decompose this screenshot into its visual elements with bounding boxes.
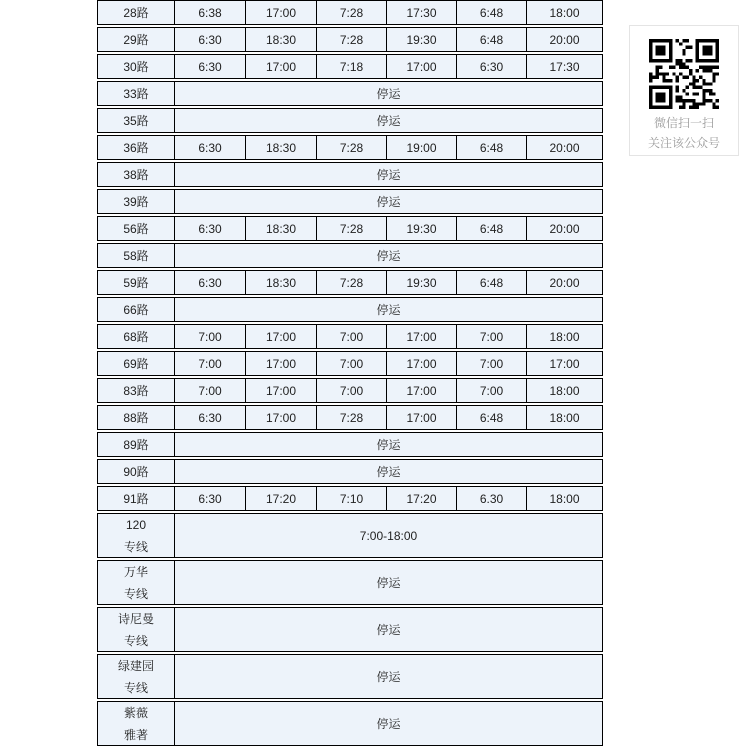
- table-row: [97, 701, 603, 746]
- route-cell: [98, 55, 174, 78]
- time-cell: 17:00: [245, 1, 316, 24]
- table-row: [97, 27, 603, 52]
- table-row: [97, 513, 603, 558]
- time-cell: 7:18: [316, 55, 386, 78]
- time-cell: 17:00: [386, 379, 456, 402]
- route-cell: [98, 217, 174, 240]
- route-label: 56路: [123, 221, 149, 236]
- route-cell: [98, 298, 174, 321]
- time-cell: 17:00: [245, 325, 316, 348]
- time-cell: 7:00: [456, 352, 526, 375]
- route-cell: [98, 608, 174, 651]
- time-cell: 17:20: [386, 487, 456, 510]
- time-cell: 20:00: [526, 217, 602, 240]
- route-cell: [98, 487, 174, 510]
- time-cell: 7:28: [316, 217, 386, 240]
- time-cell: 7:28: [316, 136, 386, 159]
- table-row: [97, 324, 603, 349]
- route-cell: [98, 460, 174, 483]
- route-label: 120: [125, 517, 147, 532]
- route-label: 专线: [123, 586, 148, 601]
- route-label: 58路: [123, 248, 149, 263]
- time-cell: 19:30: [386, 271, 456, 294]
- time-cell: 7:00: [316, 325, 386, 348]
- table-row: [97, 607, 603, 652]
- time-cell: 6:30: [174, 28, 245, 51]
- time-cell: 18:00: [526, 487, 602, 510]
- route-label: 诗尼曼: [117, 611, 154, 626]
- table-row: [97, 162, 603, 187]
- time-cell: 7:00: [456, 379, 526, 402]
- time-cell: 6:48: [456, 217, 526, 240]
- table-row: [97, 486, 603, 511]
- time-cell: 19:30: [386, 28, 456, 51]
- time-cell: 6:38: [174, 1, 245, 24]
- table-row: [97, 654, 603, 699]
- route-label: 89路: [123, 437, 149, 452]
- qr-caption-line2: 关注该公众号: [647, 136, 720, 150]
- time-cell: 20:00: [526, 28, 602, 51]
- qr-panel: [629, 25, 739, 156]
- time-cell: 19:30: [386, 217, 456, 240]
- time-cell: 6:30: [174, 271, 245, 294]
- time-cell: 18:30: [245, 271, 316, 294]
- status-cell: 停运: [174, 298, 602, 321]
- time-cell: 7:28: [316, 406, 386, 429]
- route-cell: [98, 1, 174, 24]
- bus-timetable: [97, 0, 603, 748]
- route-cell: [98, 406, 174, 429]
- time-cell: 18:30: [245, 136, 316, 159]
- table-row: [97, 135, 603, 160]
- time-cell: 17:00: [386, 325, 456, 348]
- time-cell: 6:48: [456, 136, 526, 159]
- time-cell: 18:00: [526, 379, 602, 402]
- time-cell: 18:00: [526, 1, 602, 24]
- time-cell: 6:48: [456, 271, 526, 294]
- time-cell: 7:00: [316, 352, 386, 375]
- time-cell: 6:30: [174, 136, 245, 159]
- table-row: [97, 270, 603, 295]
- table-row: [97, 216, 603, 241]
- status-cell: 停运: [174, 109, 602, 132]
- status-cell: 停运: [174, 702, 602, 745]
- route-cell: [98, 28, 174, 51]
- table-row: [97, 0, 603, 25]
- route-label: 专线: [123, 680, 148, 695]
- time-cell: 17:00: [386, 55, 456, 78]
- time-cell: 7:28: [316, 271, 386, 294]
- route-label: 39路: [123, 194, 149, 209]
- route-label: 33路: [123, 86, 149, 101]
- route-cell: [98, 352, 174, 375]
- time-cell: 6:30: [456, 55, 526, 78]
- time-cell: 7:00: [456, 325, 526, 348]
- time-cell: 7:00: [174, 379, 245, 402]
- route-label: 绿建园: [117, 658, 154, 673]
- route-cell: [98, 190, 174, 213]
- qr-caption-line1: 微信扫一扫: [653, 116, 714, 130]
- time-cell: 6:30: [174, 55, 245, 78]
- time-cell: 7:00: [174, 352, 245, 375]
- time-cell: 17:30: [526, 55, 602, 78]
- time-cell: 20:00: [526, 271, 602, 294]
- table-row: [97, 243, 603, 268]
- route-label: 69路: [123, 356, 149, 371]
- time-cell: 18:00: [526, 406, 602, 429]
- route-label: 59路: [123, 275, 149, 290]
- route-cell: [98, 514, 174, 557]
- time-cell: 17:00: [386, 406, 456, 429]
- route-label: 36路: [123, 140, 149, 155]
- route-cell: [98, 379, 174, 402]
- time-cell: 7:10: [316, 487, 386, 510]
- table-row: [97, 432, 603, 457]
- route-label: 38路: [123, 167, 149, 182]
- table-row: [97, 108, 603, 133]
- route-label: 91路: [123, 491, 149, 506]
- time-cell: 17:00: [245, 55, 316, 78]
- route-label: 90路: [123, 464, 149, 479]
- table-row: [97, 189, 603, 214]
- time-cell: 6:48: [456, 406, 526, 429]
- route-cell: [98, 655, 174, 698]
- time-cell: 17:20: [245, 487, 316, 510]
- status-cell: 停运: [174, 190, 602, 213]
- time-cell: 17:00: [245, 406, 316, 429]
- status-cell: 停运: [174, 655, 602, 698]
- route-label: 83路: [123, 383, 149, 398]
- time-cell: 20:00: [526, 136, 602, 159]
- route-label: 万华: [123, 564, 148, 579]
- time-cell: 6.30: [456, 487, 526, 510]
- status-cell: 停运: [174, 608, 602, 651]
- table-row: [97, 351, 603, 376]
- route-label: 专线: [123, 633, 148, 648]
- table-row: [97, 54, 603, 79]
- route-label: 雅著: [123, 727, 148, 742]
- table-row: [97, 81, 603, 106]
- time-cell: 17:00: [386, 352, 456, 375]
- time-cell: 6:30: [174, 487, 245, 510]
- status-cell: 停运: [174, 163, 602, 186]
- route-cell: [98, 561, 174, 604]
- route-cell: [98, 163, 174, 186]
- time-cell: 18:30: [245, 217, 316, 240]
- route-cell: [98, 109, 174, 132]
- route-cell: [98, 136, 174, 159]
- time-cell: 19:00: [386, 136, 456, 159]
- route-cell: [98, 325, 174, 348]
- route-cell: [98, 244, 174, 267]
- time-cell: 7:00: [316, 379, 386, 402]
- status-cell: 停运: [174, 433, 602, 456]
- status-cell: 停运: [174, 561, 602, 604]
- table-row: [97, 560, 603, 605]
- status-cell: 停运: [174, 460, 602, 483]
- route-label: 66路: [123, 302, 149, 317]
- qr-code: [649, 39, 719, 109]
- time-cell: 7:00: [174, 325, 245, 348]
- time-cell: 17:00: [245, 352, 316, 375]
- time-cell: 7:28: [316, 1, 386, 24]
- route-label: 30路: [123, 59, 149, 74]
- time-cell: 17:00: [526, 352, 602, 375]
- time-cell: 17:00: [245, 379, 316, 402]
- status-cell: 7:00-18:00: [174, 514, 602, 557]
- table-row: [97, 459, 603, 484]
- table-row: [97, 405, 603, 430]
- time-cell: 18:00: [526, 325, 602, 348]
- route-label: 28路: [123, 5, 149, 20]
- status-cell: 停运: [174, 82, 602, 105]
- time-cell: 6:48: [456, 1, 526, 24]
- time-cell: 6:30: [174, 406, 245, 429]
- route-cell: [98, 271, 174, 294]
- route-label: 29路: [123, 32, 149, 47]
- status-cell: 停运: [174, 244, 602, 267]
- route-cell: [98, 702, 174, 745]
- route-label: 88路: [123, 410, 149, 425]
- route-cell: [98, 82, 174, 105]
- route-label: 专线: [123, 539, 148, 554]
- route-label: 68路: [123, 329, 149, 344]
- table-row: [97, 297, 603, 322]
- time-cell: 6:48: [456, 28, 526, 51]
- time-cell: 6:30: [174, 217, 245, 240]
- route-label: 紫薇: [123, 705, 148, 720]
- route-label: 35路: [123, 113, 149, 128]
- time-cell: 7:28: [316, 28, 386, 51]
- table-row: [97, 378, 603, 403]
- time-cell: 17:30: [386, 1, 456, 24]
- route-cell: [98, 433, 174, 456]
- time-cell: 18:30: [245, 28, 316, 51]
